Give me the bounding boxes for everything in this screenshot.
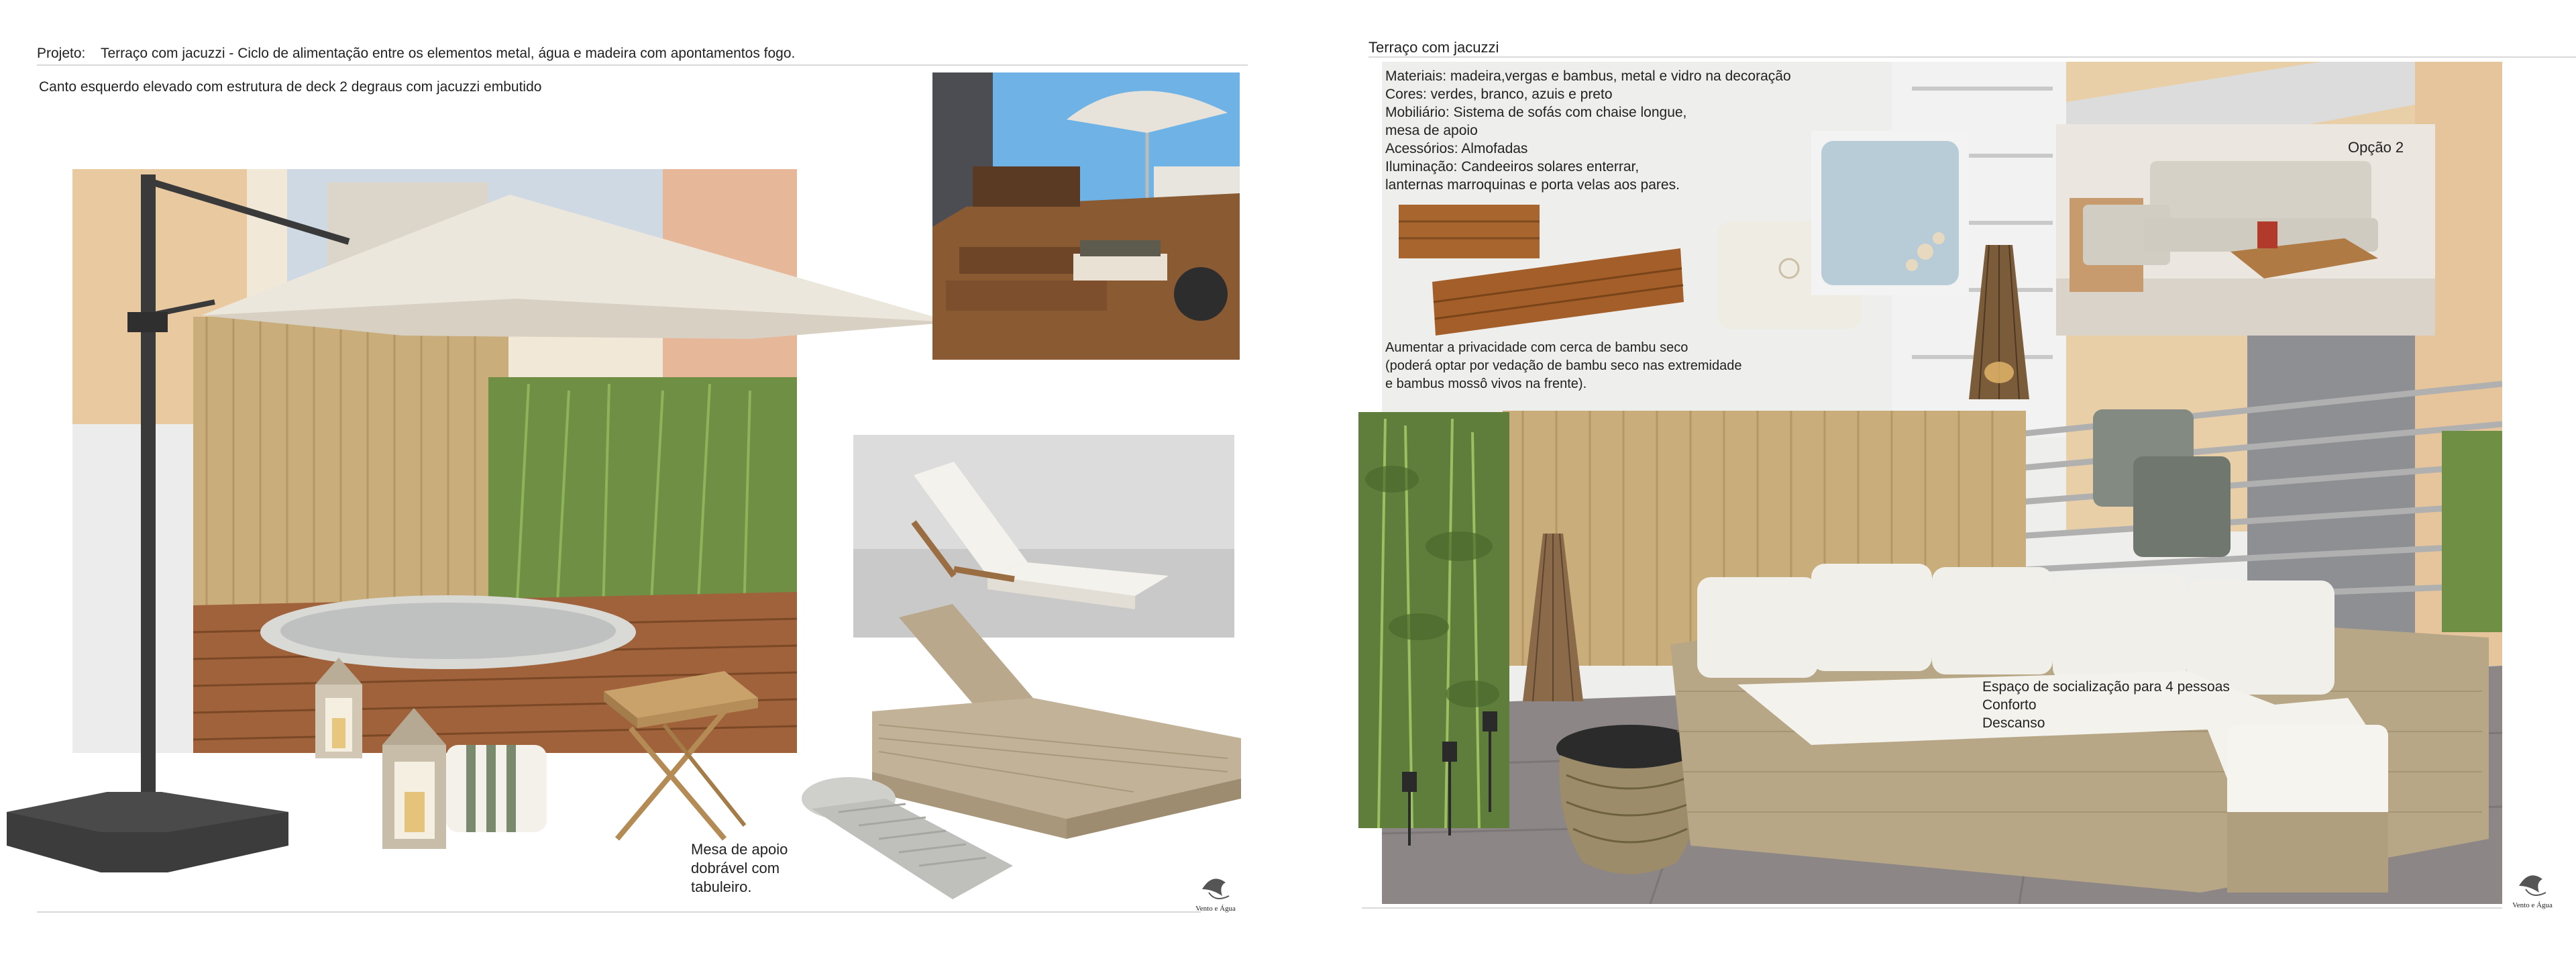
social-note-line: Conforto <box>1982 697 2037 713</box>
blue-floral-cushion <box>1811 131 1969 295</box>
privacy-note-line: Aumentar a privacidade com cerca de bambu seco <box>1385 340 1688 355</box>
privacy-note-line: e bambus mossô vivos na frente). <box>1385 376 1587 391</box>
privacy-note <box>1385 339 1741 393</box>
solar-stake-lights <box>1395 711 1509 852</box>
page-subtitle: Canto esquerdo elevado com estrutura de deck 2 degraus com jacuzzi embutido <box>39 79 542 95</box>
social-note-line: Espaço de socialização para 4 pessoas <box>1982 679 2230 695</box>
striped-cushion <box>443 738 550 839</box>
folding-tray-table <box>590 664 765 846</box>
right-page-title: Terraço com jacuzzi <box>1368 39 1499 56</box>
header-divider-left <box>37 64 1248 66</box>
spec-line: Iluminação: Candeeiros solares enterrar, <box>1385 159 1640 174</box>
moroccan-lanterns <box>309 644 456 872</box>
header-divider-right <box>1368 56 2576 58</box>
brand-logo-text: Vento e Água <box>1195 905 1236 913</box>
specs-block <box>1385 67 1791 194</box>
brand-logo-left <box>1189 866 1242 919</box>
social-space-note <box>1982 678 2230 732</box>
social-note-line: Descanso <box>1982 715 2045 731</box>
spec-line: Mobiliário: Sistema de sofás com chaise longue, <box>1385 105 1687 120</box>
footer-divider-left <box>37 911 1201 913</box>
table-caption-line: dobrável com <box>691 860 780 876</box>
spec-line: Acessórios: Almofadas <box>1385 141 1528 156</box>
option-2-label: Opção 2 <box>2348 139 2404 156</box>
rattan-floor-lantern-small <box>1966 238 2033 406</box>
spec-line: lanternas marroquinas e porta velas aos pares. <box>1385 177 1680 193</box>
spec-line: mesa de apoio <box>1385 123 1478 138</box>
brand-logo-text: Vento e Água <box>2512 901 2553 909</box>
wooden-planters <box>1399 201 1687 336</box>
project-label: Projeto: <box>37 46 86 61</box>
spec-line: Cores: verdes, branco, azuis e preto <box>1385 87 1613 102</box>
footer-divider-right <box>1362 907 2502 909</box>
spec-line: Materiais: madeira,vergas e bambus, metal e vidro na decoração <box>1385 68 1791 84</box>
table-caption-line: tabuleiro. <box>691 878 752 895</box>
rattan-floor-lantern <box>1519 534 1587 705</box>
table-caption <box>691 840 788 897</box>
brand-logo-right <box>2506 862 2559 916</box>
table-caption-line: Mesa de apoio <box>691 841 788 858</box>
deck-steps-photo <box>932 72 1240 360</box>
privacy-note-line: (poderá optar por vedação de bambu seco nas extremidade <box>1385 358 1742 373</box>
project-title: Terraço com jacuzzi - Ciclo de alimentação entre os elementos metal, água e madeira com apontamentos fogo. <box>101 46 796 61</box>
rolled-mattress <box>798 772 1020 906</box>
sage-cushions <box>2086 406 2234 560</box>
